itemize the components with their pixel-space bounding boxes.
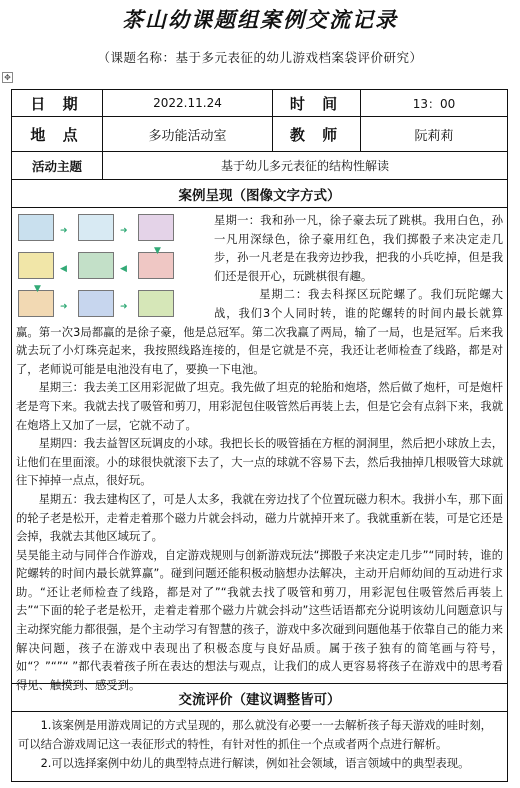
case-paragraph-friday: 星期五：我去建构区了，可是人太多，我就在旁边找了个位置玩磁力积木。我拼小车，那下面的轮子老是松开，走着走着那个磁力片就会抖动，磁力片就掉开来了。我就重新在装，可是它还是会掉，我就去其他区域玩了。	[16, 492, 503, 544]
eval-body	[18, 716, 501, 773]
photo-thumbnail	[78, 214, 114, 241]
eval-heading: 交流评价（建议调整皆可）	[178, 691, 341, 708]
photo-thumbnail	[78, 290, 114, 317]
row-date-time	[12, 90, 507, 117]
eval-item: 1.该案例是用游戏周记的方式呈现的，那么就没有必要一一去解析孩子每天游戏的哇时刻，可以结合游戏周记这一表征形式的特性，有针对性的抓住一个点或者两个点进行解析。	[18, 719, 492, 751]
theme-label: 活动主题	[31, 158, 82, 174]
row-place-teacher	[12, 117, 507, 152]
arrow-left-icon: ◀	[60, 264, 67, 274]
document-title: 茶山幼课题组案例交流记录	[122, 7, 398, 32]
row-theme	[12, 152, 507, 180]
time-value: 13：00	[360, 90, 507, 116]
row-eval-heading	[12, 684, 507, 712]
date-value: 2022.11.24	[102, 90, 272, 116]
arrow-left-icon: ◀	[120, 264, 127, 274]
place-value: 多功能活动室	[102, 117, 272, 151]
case-heading: 案例呈现（图像文字方式）	[178, 187, 341, 204]
theme-value: 基于幼儿多元表征的结构性解读	[102, 152, 507, 179]
date-label: 日 期	[30, 94, 84, 113]
teacher-value: 阮莉莉	[360, 117, 507, 151]
arrow-right-icon: ➜	[120, 226, 128, 236]
arrow-right-icon: ➜	[120, 302, 128, 312]
case-text	[16, 212, 503, 695]
document-subtitle: （课题名称：基于多元表征的幼儿游戏档案袋评价研究）	[97, 50, 423, 65]
place-label: 地 点	[30, 125, 84, 144]
arrow-right-icon: ➜	[60, 226, 68, 236]
photo-grid	[16, 212, 210, 322]
case-paragraph-tuesday: 星期二：我去科探区玩陀螺了。我们玩陀螺大战，我们3个人同时转，谁的陀螺转的时间内最长就算赢。第一次3局都赢的是徐子豪，他是总冠军。第二次我赢了两局，输了一局，也是冠军。后来我就去玩了小灯珠亮起来，我按照线路连接的，但是它就是不亮，我还让老师检查了线路，都是对了，老师说可能是电池没有电了，要换一下电池。	[16, 288, 503, 376]
time-label: 时 间	[272, 90, 360, 116]
photo-thumbnail	[18, 252, 54, 279]
case-body	[12, 208, 507, 692]
case-paragraph-thursday: 星期四：我去益智区玩调皮的小球。我把长长的吸管插在方框的洞洞里，然后把小球放上去，让他们在里面滚。小的球很快就滚下去了，大一点的球就不容易下去，然后我抽掉几根吸管大球就往下掉掉一点点，很好玩。	[16, 437, 503, 488]
table-move-handle[interactable]: ✥	[2, 72, 13, 83]
photo-thumbnail	[18, 214, 54, 241]
case-paragraph-monday: 星期一：我和孙一凡，徐子豪去玩了跳棋。我用白色，孙一凡用深绿色，徐子豪用红色，我们掷骰子来决定走几步，孙一凡老是在我旁边抄我，把我的小兵吃掉，但是我们还是很开心，玩跳棋很有趣。	[214, 214, 503, 283]
row-case-heading	[12, 180, 507, 208]
photo-thumbnail	[138, 290, 174, 317]
eval-item: 2.可以选择案例中幼儿的典型特点进行解读，例如社会领域，语言领域中的典型表现。	[40, 757, 470, 770]
record-table	[11, 89, 508, 782]
photo-thumbnail	[138, 214, 174, 241]
arrow-down-icon: ▼	[34, 284, 41, 294]
photo-thumbnail	[78, 252, 114, 279]
teacher-label: 教 师	[272, 117, 360, 151]
arrow-right-icon: ➜	[60, 302, 68, 312]
arrow-down-icon: ▼	[154, 246, 161, 256]
case-paragraph-wednesday: 星期三：我去美工区用彩泥做了坦克。我先做了坦克的轮胎和炮塔，然后做了炮杆，可是炮杆老是弯下来。我就去找了吸管和剪刀，用彩泥包住吸管然后再装上去，但是它会有点斜下来，我就在炮塔上又加了一层，它就不动了。	[16, 381, 503, 432]
case-paragraph-analysis: 吴昊能主动与同伴合作游戏，自定游戏规则与创新游戏玩法“掷骰子来决定走几步”“同时转，谁的陀螺转的时间内最长就算赢”。碰到问题还能积极动脑想办法解决，主动开启师幼间的互动进行求助。“还让老师检查了线路，都是对了”“我就去找了吸管和剪刀，用彩泥包住吸管然后再装上去”“下面的轮子老是松开，走着走着那个磁力片就会抖动”这些话语都充分说明该幼儿问题意识与主动探究能力都很强，是个主动学习有智慧的孩子，游戏中多次碰到问题他基于依靠自己的能力来解决问题，孩子在游戏中表现出了积极态度与良好品质。属于孩子独有的简笔画与符号，如“？”“”“ ”都代表着孩子所在表达的想法与观点，让我们的成人更容易将孩子在游戏中的思考看得见、触摸到、感受到。	[16, 548, 503, 692]
